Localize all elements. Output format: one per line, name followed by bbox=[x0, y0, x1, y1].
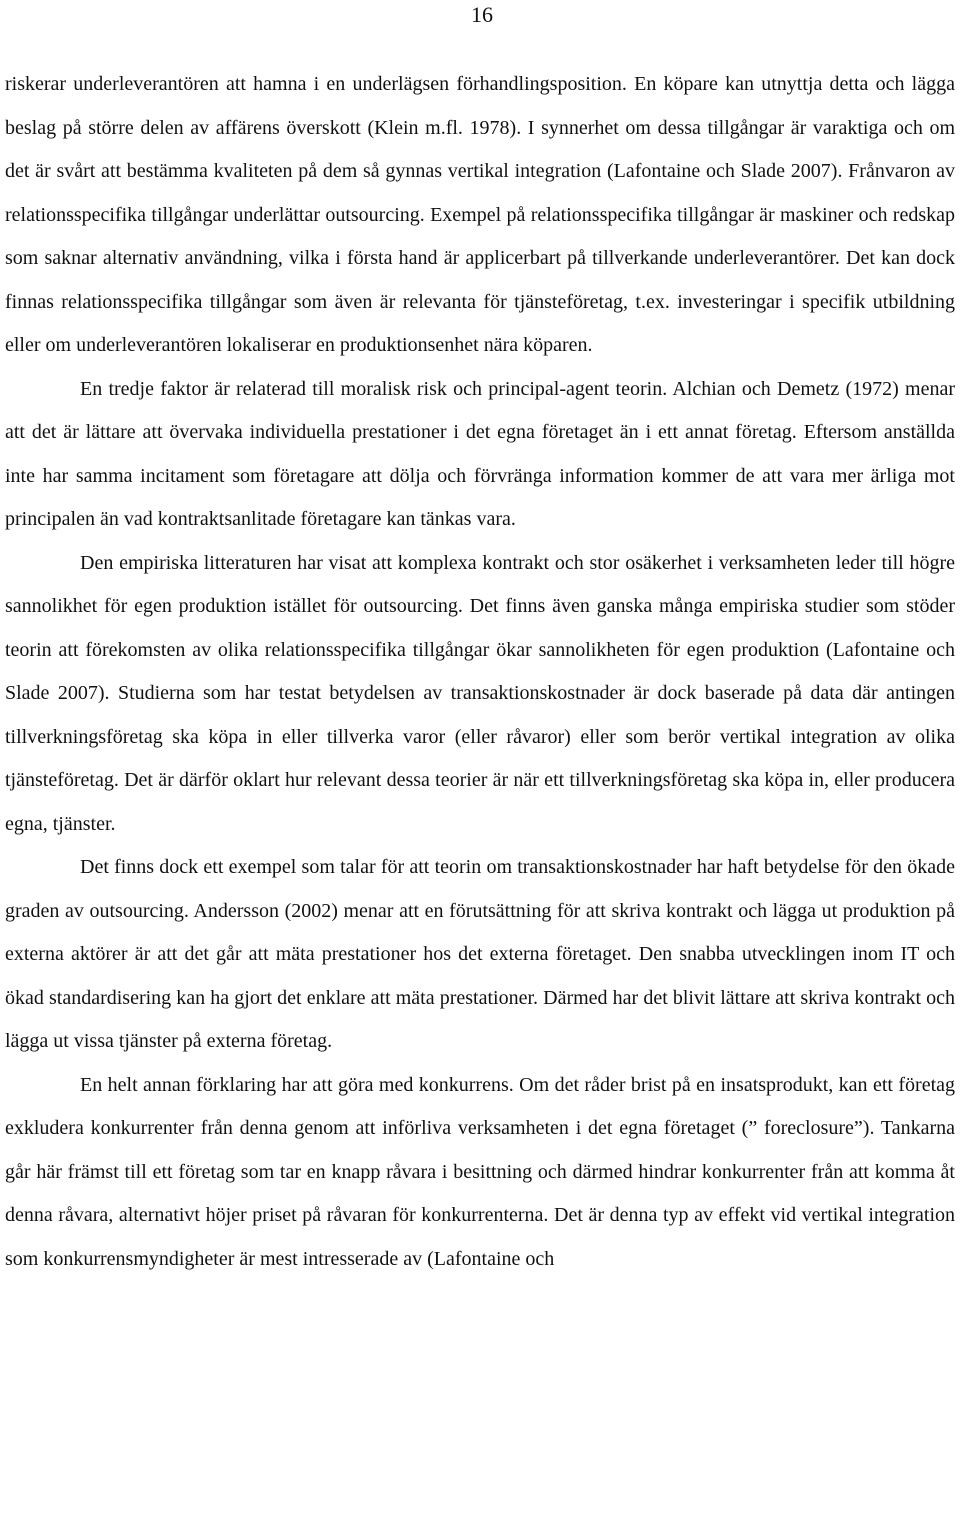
page-number: 16 bbox=[471, 2, 493, 27]
paragraph-transaction-costs-example: Det finns dock ett exempel som talar för att teorin om transaktionskostnader har haft betydelse för den ökade graden av outsourcing. Andersson (2002) menar att en förutsättning för att skriva kontrakt och lägga ut produktion på externa aktörer är att det går att mäta prestationer hos det externa företaget. Den snabba utvecklingen inom IT och ökad standardisering kan ha gjort det enklare att mäta prestationer. Därmed har det blivit lättare att skriva kontrakt och lägga ut vissa tjänster på externa företag. bbox=[5, 856, 955, 1052]
paragraph-moral-hazard: En tredje faktor är relaterad till moralisk risk och principal-agent teorin. Alchian och Demetz (1972) menar att det är lättare att övervaka individuella prestationer i det egna företaget än i ett annat företag. Eftersom anställda inte har samma incitament som företagare att dölja och förvränga information kommer de att vara mer ärliga mot principalen än vad kontraktsanlitade företagare kan tänkas vara. bbox=[5, 377, 955, 530]
paragraph-empirical-literature: Den empiriska litteraturen har visat att komplexa kontrakt och stor osäkerhet i verksamheten leder till högre sannolikhet för egen produktion istället för outsourcing. Det finns även ganska många empiriska studier som stöder teorin att förekomsten av olika relationsspecifika tillgångar ökar sannolikheten för egen produktion (Lafontaine och Slade 2007). Studierna som har testat betydelsen av transaktionskostnader är dock baserade på data där antingen tillverkningsföretag ska köpa in eller tillverka varor (eller råvaror) eller som berör vertikal integration av olika tjänsteföretag. Det är därför oklart hur relevant dessa teorier är när ett tillverkningsföretag ska köpa in, eller producera egna, tjänster. bbox=[5, 551, 955, 835]
paragraph-continued: riskerar underleverantören att hamna i en underlägsen förhandlingsposition. En köpare kan utnyttja detta och lägga beslag på större delen av affärens överskott (Klein m.fl. 1978). I synnerhet om dessa tillgångar är varaktiga och om det är svårt att bestämma kvaliteten på dem så gynnas vertikal integration (Lafontaine och Slade 2007). Frånvaron av relationsspecifika tillgångar underlättar outsourcing. Exempel på relationsspecifika tillgångar är maskiner och redskap som saknar alternativ användning, vilka i första hand är applicerbart på tillverkande underleverantörer. Det kan dock finnas relationsspecifika tillgångar som även är relevanta för tjänsteföretag, t.ex. investeringar i specifik utbildning eller om underleverantören lokaliserar en produktionsenhet nära köparen. bbox=[5, 73, 955, 356]
body-text bbox=[5, 63, 955, 1281]
paragraph-competition: En helt annan förklaring har att göra med konkurrens. Om det råder brist på en insatsprodukt, kan ett företag exkludera konkurrenter från denna genom att införliva verksamheten i det egna företaget (” foreclosure”). Tankarna går här främst till ett företag som tar en knapp råvara i besittning och därmed hindrar konkurrenter från att komma åt denna råvara, alternativt höjer priset på råvaran för konkurrenterna. Det är denna typ av effekt vid vertikal integration som konkurrensmyndigheter är mest intresserade av (Lafontaine och bbox=[5, 1073, 955, 1270]
